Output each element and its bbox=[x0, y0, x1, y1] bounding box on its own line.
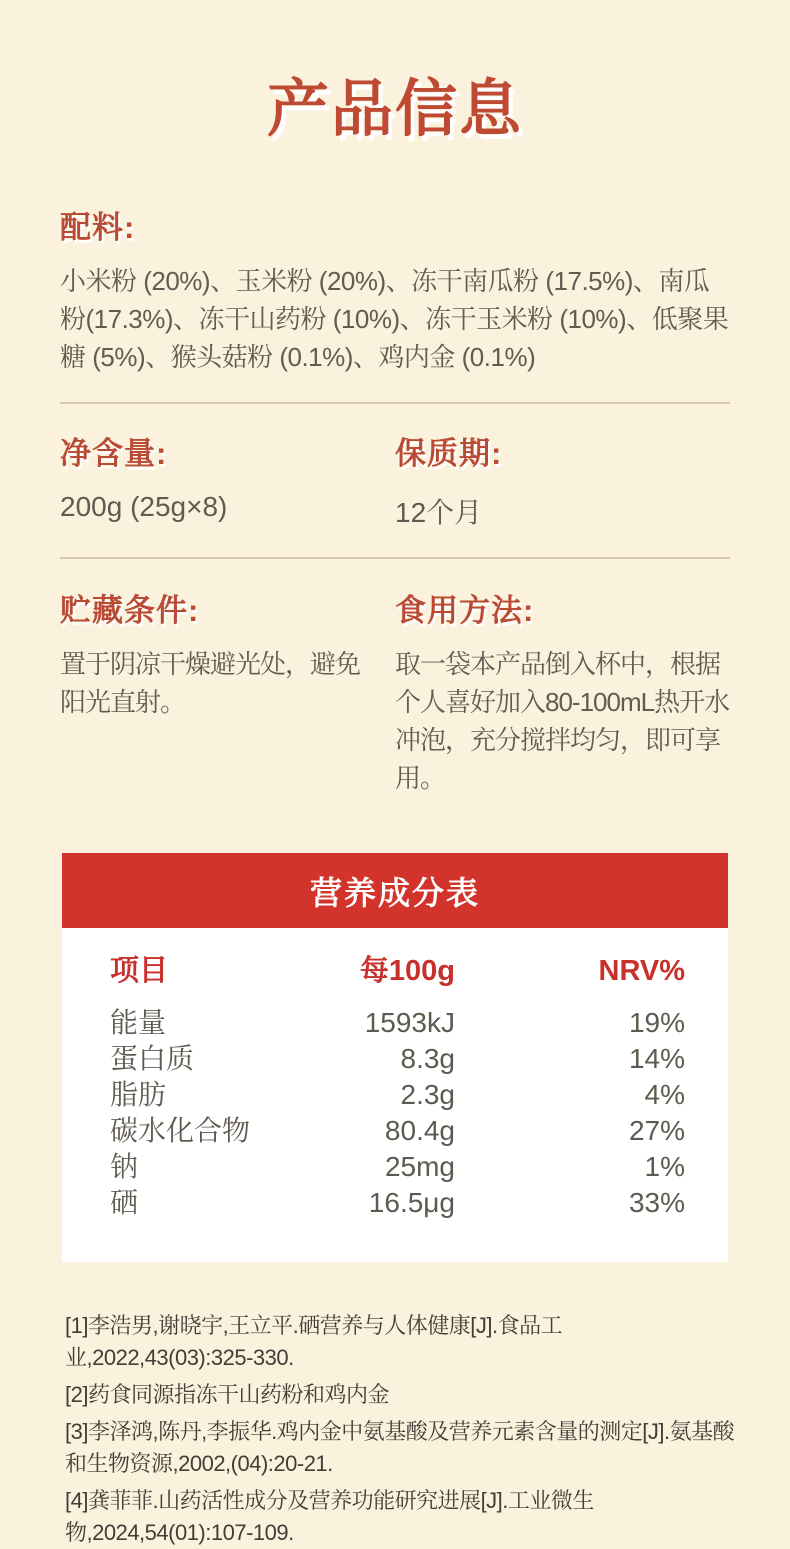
usage-section bbox=[395, 593, 730, 797]
nutrition-table-title: 营养成分表 bbox=[62, 853, 728, 928]
nutrition-item-nrv: 1% bbox=[644, 1151, 685, 1183]
nutrition-item-nrv: 4% bbox=[644, 1079, 685, 1111]
net-content-shelf-life-row bbox=[60, 436, 730, 532]
page-title: 产品信息 bbox=[266, 75, 523, 144]
storage-heading: 贮藏条件: bbox=[60, 593, 200, 629]
nutrition-item-value: 16.5μg bbox=[368, 1187, 455, 1219]
nutrition-item-label: 硒 bbox=[110, 1187, 139, 1219]
divider bbox=[60, 557, 730, 559]
footnotes-section bbox=[65, 1310, 735, 1549]
content-area bbox=[0, 210, 790, 797]
ingredients-text: 小米粉 (20%)、玉米粉 (20%)、冻干南瓜粉 (17.5%)、南瓜粉(17.3%)、冻干山药粉 (10%)、冻干玉米粉 (10%)、低聚果糖 (5%)、猴头菇粉 (0.1%)、鸡内金 (0.1%) bbox=[60, 265, 729, 372]
table-row bbox=[110, 1113, 685, 1148]
usage-heading: 食用方法: bbox=[395, 593, 535, 629]
storage-section bbox=[60, 593, 395, 797]
nutrition-header-row bbox=[110, 954, 685, 989]
shelf-life-section bbox=[395, 436, 730, 532]
nutrition-col-header-per100g: 每100g bbox=[359, 955, 455, 988]
nutrition-item-value: 2.3g bbox=[400, 1079, 455, 1111]
nutrition-item-value: 1593kJ bbox=[364, 1007, 455, 1039]
nutrition-item-value: 25mg bbox=[384, 1151, 455, 1183]
table-row bbox=[110, 1005, 685, 1040]
storage-text: 置于阴凉干燥避光处，避免阳光直射。 bbox=[60, 649, 361, 718]
table-row bbox=[110, 1185, 685, 1220]
nutrition-item-label: 脂肪 bbox=[110, 1079, 167, 1111]
table-row bbox=[110, 1077, 685, 1112]
usage-text: 取一袋本产品倒入杯中，根据个人喜好加入80-100mL热开水冲泡，充分搅拌均匀，即可享用。 bbox=[395, 649, 730, 794]
footnote: [3]李泽鸿,陈丹,李振华.鸡内金中氨基酸及营养元素含量的测定[J].氨基酸和生物资源,2002,(04):20-21. bbox=[65, 1419, 735, 1477]
nutrition-item-nrv: 33% bbox=[628, 1187, 685, 1219]
footnote: [1]李浩男,谢晓宇,王立平.硒营养与人体健康[J].食品工业,2022,43(03):325-330. bbox=[65, 1313, 563, 1371]
nutrition-card bbox=[62, 853, 728, 1262]
nutrition-item-nrv: 19% bbox=[628, 1007, 685, 1039]
nutrition-item-label: 能量 bbox=[110, 1007, 167, 1039]
net-content-heading: 净含量: bbox=[60, 435, 168, 471]
ingredients-section bbox=[60, 210, 730, 376]
shelf-life-heading: 保质期: bbox=[395, 435, 503, 471]
footnote: [4]龚菲菲.山药活性成分及营养功能研究进展[J].工业微生物,2024,54(01):107-109. bbox=[65, 1488, 594, 1546]
shelf-life-value: 12个月 bbox=[395, 497, 483, 529]
net-content-section bbox=[60, 436, 395, 532]
nutrition-item-nrv: 14% bbox=[628, 1043, 685, 1075]
nutrition-item-value: 8.3g bbox=[400, 1043, 455, 1075]
table-row bbox=[110, 1149, 685, 1184]
footnote: [2]药食同源指冻干山药粉和鸡内金 bbox=[65, 1382, 389, 1408]
nutrition-table bbox=[62, 928, 728, 1262]
nutrition-item-label: 蛋白质 bbox=[110, 1043, 195, 1075]
nutrition-item-label: 碳水化合物 bbox=[110, 1115, 251, 1147]
nutrition-item-label: 钠 bbox=[110, 1151, 139, 1183]
table-row bbox=[110, 1041, 685, 1076]
nutrition-item-value: 80.4g bbox=[384, 1115, 455, 1147]
nutrition-item-nrv: 27% bbox=[628, 1115, 685, 1147]
ingredients-heading: 配料: bbox=[60, 210, 136, 246]
net-content-value: 200g (25g×8) bbox=[60, 491, 228, 523]
nutrition-col-header-item: 项目 bbox=[110, 955, 169, 988]
divider bbox=[60, 402, 730, 404]
nutrition-col-header-nrv: NRV% bbox=[598, 955, 685, 988]
storage-usage-row bbox=[60, 593, 730, 797]
